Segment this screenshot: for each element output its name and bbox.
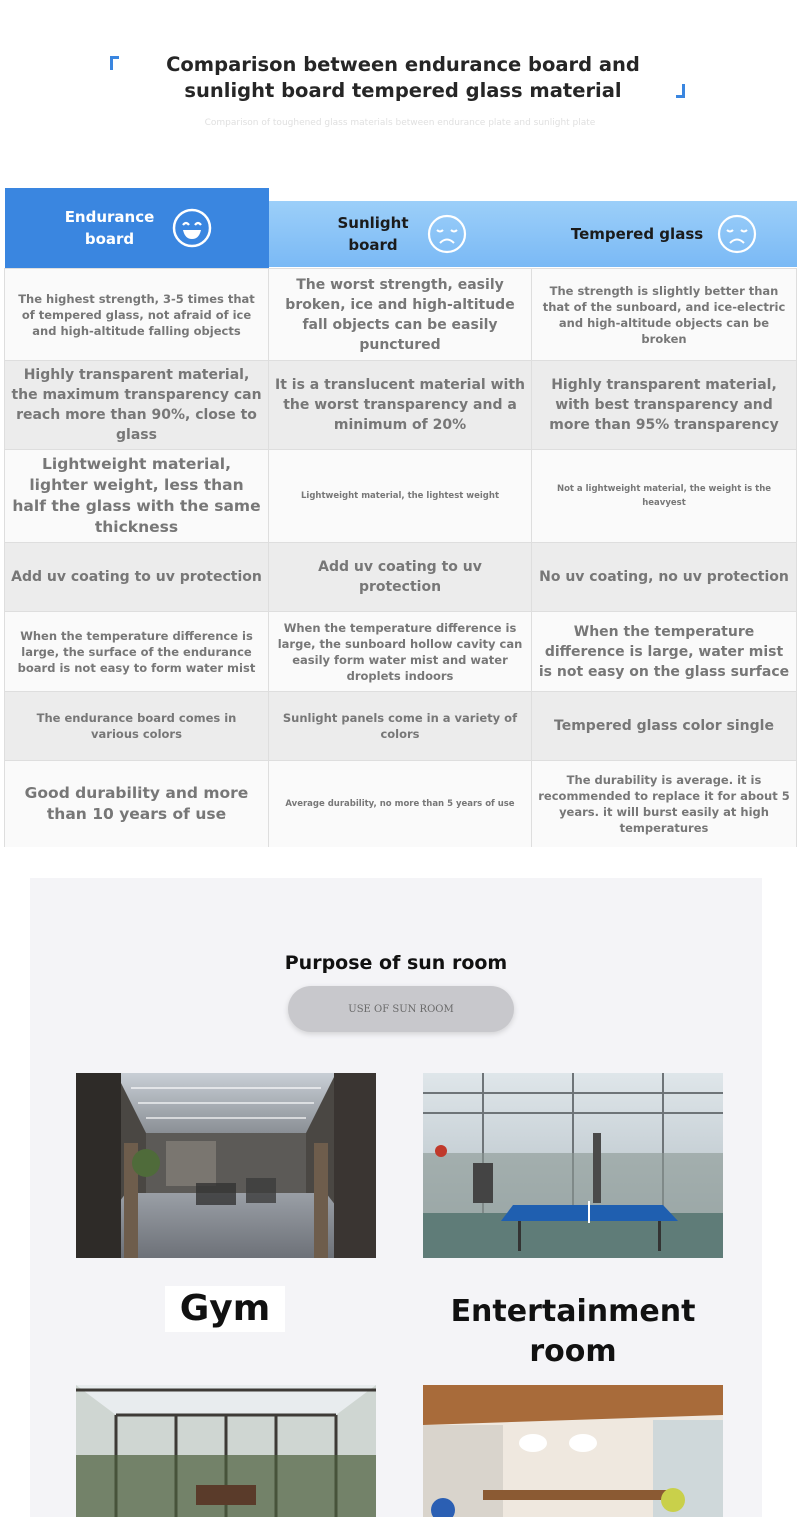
column-header-label: Endurance board [64,208,155,248]
table-cell: The durability is average. it is recommended to replace it for about 5 years. it will burst easily at high temperatures [532,761,797,847]
page-subtitle: Comparison of toughened glass materials between endurance plate and sunlight plate [204,118,596,128]
table-cell: Add uv coating to uv protection [5,543,269,612]
table-row [5,543,797,612]
column-header-endurance [5,188,269,269]
sunroom-dining-photo [423,1385,723,1517]
table-cell: Not a lightweight material, the weight is the heavyest [532,450,797,543]
frown-icon [427,214,467,254]
gym-caption: Gym [165,1286,285,1332]
table-row [5,761,797,847]
table-row [5,612,797,692]
table-cell: The endurance board comes in various colors [5,692,269,761]
column-header-label: Sunlight board [337,214,409,254]
column-header-sunlight [269,188,532,269]
table-row [5,692,797,761]
table-cell: Average durability, no more than 5 years of use [269,761,532,847]
table-cell: When the temperature difference is large, water mist is not easy on the glass surface [532,612,797,692]
table-row [5,450,797,543]
entertainment-room-photo [423,1073,723,1258]
table-cell: When the temperature difference is large, the surface of the endurance board is not easy to form water mist [5,612,269,692]
gym-photo [76,1073,376,1258]
table-row [5,361,797,450]
table-cell: Highly transparent material, with best transparency and more than 95% transparency [532,361,797,450]
bracket-right-decoration [676,84,685,98]
comparison-table [4,188,797,847]
column-header-label: Tempered glass [570,225,704,243]
purpose-title: Purpose of sun room [284,952,508,974]
bracket-left-decoration [110,56,119,70]
table-cell: Highly transparent material, the maximum transparency can reach more than 90%, close to glass [5,361,269,450]
table-row [5,269,797,361]
table-cell: The worst strength, easily broken, ice and high-altitude fall objects can be easily punctured [269,269,532,361]
table-cell: Lightweight material, lighter weight, less than half the glass with the same thickness [5,450,269,543]
table-cell: Add uv coating to uv protection [269,543,532,612]
table-cell: Lightweight material, the lightest weight [269,450,532,543]
column-header-tempered [532,188,797,269]
comparison-header [0,0,800,188]
table-cell: The strength is slightly better than that of the sunboard, and ice-electric and high-altitude objects can be broken [532,269,797,361]
use-of-sun-room-pill: USE OF SUN ROOM [288,986,514,1032]
smile-icon [172,208,212,248]
table-cell: Good durability and more than 10 years of use [5,761,269,847]
purpose-panel [30,878,762,1517]
frown-icon [717,214,757,254]
page-title: Comparison between endurance board and sunlight board tempered glass material [166,53,640,102]
table-header-row [5,188,797,269]
table-cell: No uv coating, no uv protection [532,543,797,612]
table-cell: Sunlight panels come in a variety of colors [269,692,532,761]
table-cell: Tempered glass color single [532,692,797,761]
entertainment-room-caption: Entertainment room [450,1294,696,1369]
sunroom-garden-photo [76,1385,376,1517]
table-cell: The highest strength, 3-5 times that of tempered glass, not afraid of ice and high-altitude falling objects [5,269,269,361]
table-cell: It is a translucent material with the worst transparency and a minimum of 20% [269,361,532,450]
table-cell: When the temperature difference is large, the sunboard hollow cavity can easily form water mist and water droplets indoors [269,612,532,692]
